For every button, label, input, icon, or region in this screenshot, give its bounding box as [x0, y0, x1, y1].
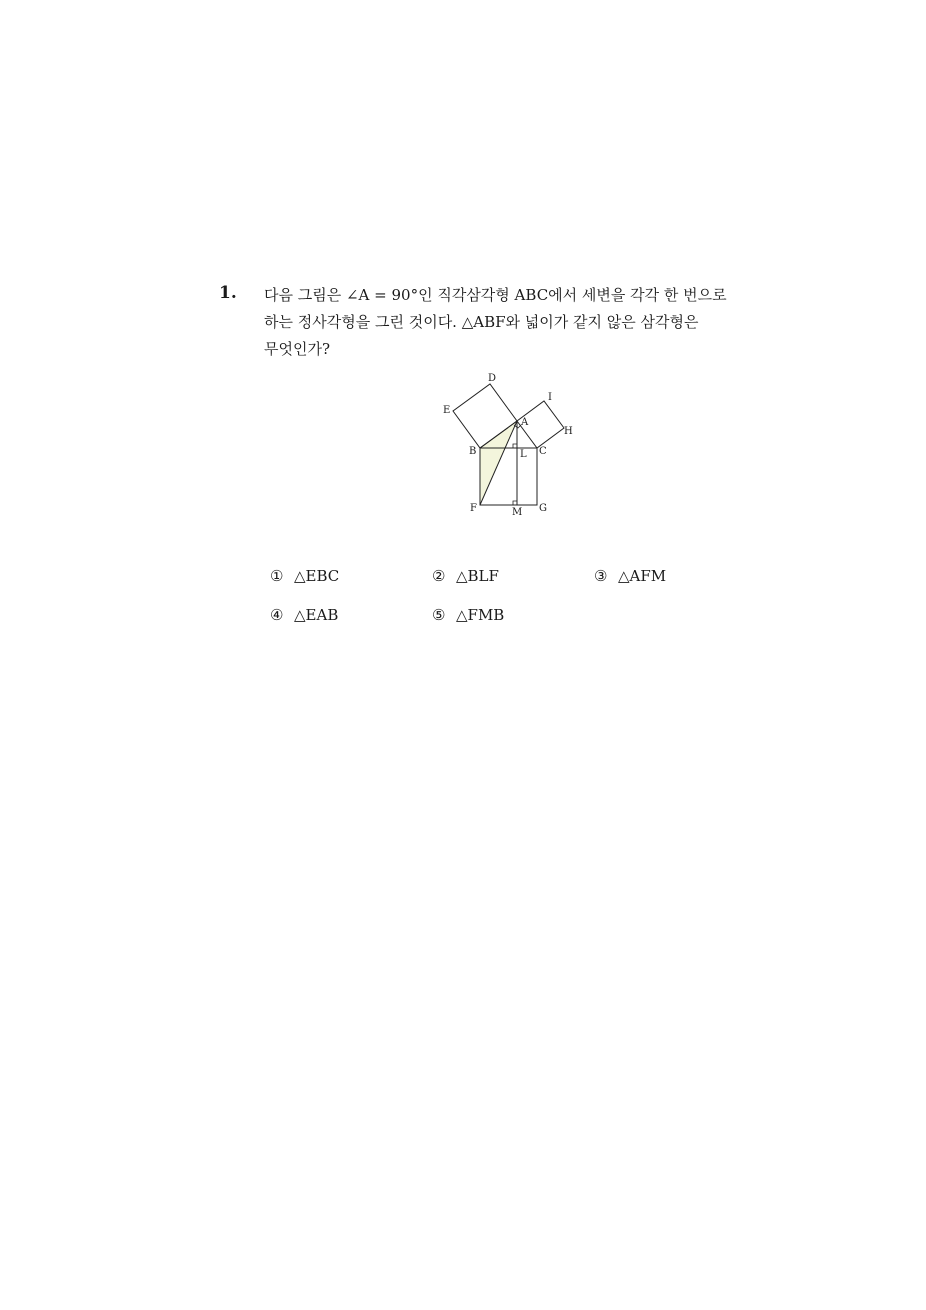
label-i: I	[548, 392, 552, 403]
question-text-line-1: 다음 그림은 ∠A = 90°인 직각삼각형 ABC에서 세변을 각각 한 번으로	[264, 286, 727, 304]
choice-number: ①	[270, 567, 284, 585]
choice-5[interactable]	[432, 605, 504, 625]
choice-number: ③	[594, 567, 608, 585]
label-h: H	[564, 426, 573, 437]
choice-2[interactable]	[432, 566, 499, 586]
choice-number: ②	[432, 567, 446, 585]
label-a: A	[521, 417, 529, 428]
choice-text: △BLF	[456, 567, 499, 585]
question-number: 1.	[219, 283, 237, 303]
choice-text: △EAB	[294, 606, 339, 624]
question-text-line-3: 무엇인가?	[264, 340, 331, 358]
question-text-line-2: 하는 정사각형을 그린 것이다. △ABF와 넓이가 같지 않은 삼각형은	[264, 313, 699, 331]
label-d: D	[488, 373, 497, 384]
choice-1[interactable]	[270, 566, 339, 586]
pythagoras-figure	[438, 370, 588, 518]
choice-text: △AFM	[618, 567, 667, 585]
label-f: F	[470, 503, 477, 514]
choice-text: △FMB	[456, 606, 505, 624]
choice-number: ⑤	[432, 606, 446, 624]
label-m: M	[512, 507, 523, 518]
right-angle-mark-m	[513, 501, 517, 505]
label-e: E	[443, 405, 451, 416]
choice-text: △EBC	[294, 567, 340, 585]
choice-3[interactable]	[594, 566, 666, 586]
label-l: L	[520, 449, 527, 460]
label-g: G	[539, 503, 547, 514]
right-angle-mark-l	[513, 444, 517, 448]
label-c: C	[539, 446, 547, 457]
choice-4[interactable]	[270, 605, 338, 625]
choice-number: ④	[270, 606, 284, 624]
label-b: B	[469, 446, 477, 457]
